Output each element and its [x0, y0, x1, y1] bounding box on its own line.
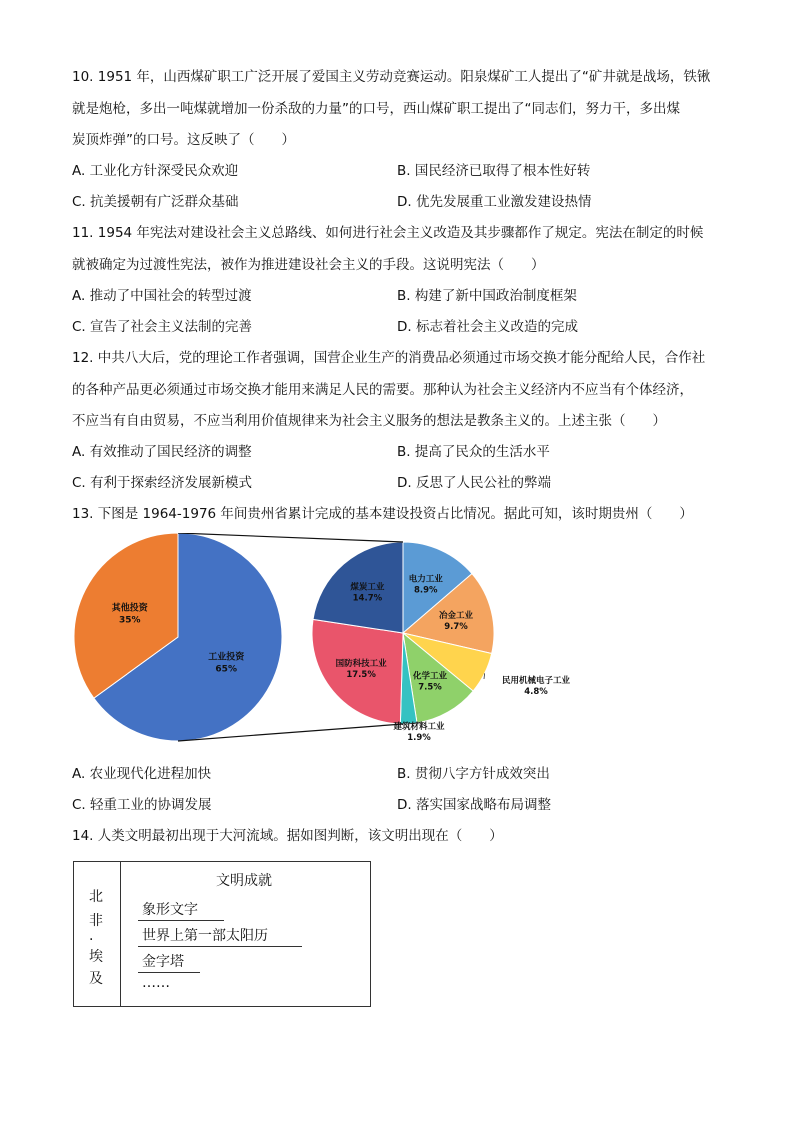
q12-line-1: 12. 中共八大后，党的理论工作者强调，国营企业生产的消费品必须通过市场交换才能分配给人民，合作社 [72, 350, 706, 366]
achievement-item: 象形文字 [142, 902, 198, 918]
sub-pie-label-2: 民用机械电子工业 [501, 676, 571, 686]
q10-option-c[interactable]: C. 抗美援朝有广泛群众基础 [72, 194, 239, 210]
q10-line-3: 炭顶炸弹”的口号。这反映了（ ） [72, 132, 295, 148]
sub-pie-label-5: 国防科技工业 [335, 659, 387, 669]
q13-option-d[interactable]: D. 落实国家战略布局调整 [397, 797, 551, 813]
underline [138, 946, 302, 947]
q10-option-d[interactable]: D. 优先发展重工业激发建设热情 [397, 194, 592, 210]
region-cell [74, 862, 121, 1006]
sub-pie-label-3: 化学工业 [412, 671, 448, 682]
q13-option-c[interactable]: C. 轻重工业的协调发展 [72, 797, 212, 813]
achievement-item: 世界上第一部太阳历 [142, 928, 268, 944]
q12-line-3: 不应当有自由贸易，不应当利用价值规律来为社会主义服务的想法是教条主义的。上述主张（ ） [72, 413, 666, 429]
q12-option-b[interactable]: B. 提高了民众的生活水平 [397, 444, 550, 460]
sub-pie-label-0: 电力工业 [408, 574, 443, 585]
achievements-header: 文明成就 [216, 873, 272, 889]
region-char: 非 [89, 913, 103, 929]
q11-option-b[interactable]: B. 构建了新中国政治制度框架 [397, 288, 577, 304]
q10-option-b[interactable]: B. 国民经济已取得了根本性好转 [397, 163, 591, 179]
region-char: 埃 [89, 949, 103, 965]
q11-option-d[interactable]: D. 标志着社会主义改造的完成 [397, 319, 578, 335]
civilization-table [73, 861, 371, 1007]
q10-line-2: 就是炮枪，多出一吨煤就增加一份杀敌的力量”的口号，西山煤矿职工提出了“同志们，努力干，多出煤 [72, 101, 680, 117]
sub-pie-percent-0: 8.9% [414, 585, 438, 596]
underline [138, 920, 224, 921]
q11-line-2: 就被确定为过渡性宪法，被作为推进建设社会主义的手段。这说明宪法（ ） [72, 257, 545, 273]
q12-option-a[interactable]: A. 有效推动了国民经济的调整 [72, 444, 252, 460]
main-pie-label-1: 其他投资 [111, 603, 148, 614]
q11-option-a[interactable]: A. 推动了中国社会的转型过渡 [72, 288, 252, 304]
sub-pie-percent-5: 17.5% [346, 670, 376, 680]
region-char: 及 [89, 971, 103, 987]
sub-pie-percent-2: 4.8% [524, 687, 548, 697]
sub-pie-percent-1: 9.7% [444, 621, 468, 632]
underline [138, 972, 200, 973]
main-pie-percent-0: 65% [215, 664, 237, 675]
sub-pie-label-4: 建筑材料工业 [393, 722, 445, 732]
achievement-item: …… [142, 975, 170, 991]
q11-option-c[interactable]: C. 宣告了社会主义法制的完善 [72, 319, 253, 335]
q11-line-1: 11. 1954 年宪法对建设社会主义总路线、如何进行社会主义改造及其步骤都作了规定。宪法在制定的时候 [72, 225, 704, 241]
q10-line-1: 10. 1951 年，山西煤矿职工广泛开展了爱国主义劳动竞赛运动。阳泉煤矿工人提出了“矿井就是战场，铁锹 [72, 69, 711, 85]
sub-pie-label-1: 冶金工业 [438, 610, 474, 621]
sub-pie-percent-6: 14.7% [352, 593, 383, 604]
region-char: · [89, 932, 94, 948]
q14-line-1: 14. 人类文明最初出现于大河流域。据如图判断，该文明出现在（ ） [72, 828, 503, 844]
q13-option-a[interactable]: A. 农业现代化进程加快 [72, 766, 212, 782]
q13-line-1: 13. 下图是 1964-1976 年间贵州省累计完成的基本建设投资占比情况。据此可知，该时期贵州（ ） [72, 506, 693, 522]
sub-pie-percent-4: 1.9% [407, 733, 431, 743]
q10-option-a[interactable]: A. 工业化方针深受民众欢迎 [72, 163, 239, 179]
sub-pie-label-6: 煤炭工业 [350, 582, 385, 593]
achievement-item: 金字塔 [142, 954, 184, 970]
main-pie-label-0: 工业投资 [208, 652, 245, 663]
q13-option-b[interactable]: B. 贯彻八字方针成效突出 [397, 766, 550, 782]
q12-option-d[interactable]: D. 反思了人民公社的弊端 [397, 475, 551, 491]
sub-pie-percent-3: 7.5% [418, 682, 442, 693]
q12-line-2: 的各种产品更必须通过市场交换才能用来满足人民的需要。那种认为社会主义经济内不应当有个体经济， [72, 382, 693, 398]
investment-pie-chart [72, 533, 592, 753]
main-pie-percent-1: 35% [119, 615, 141, 626]
q12-option-c[interactable]: C. 有利于探索经济发展新模式 [72, 475, 253, 491]
region-char: 北 [89, 889, 103, 905]
